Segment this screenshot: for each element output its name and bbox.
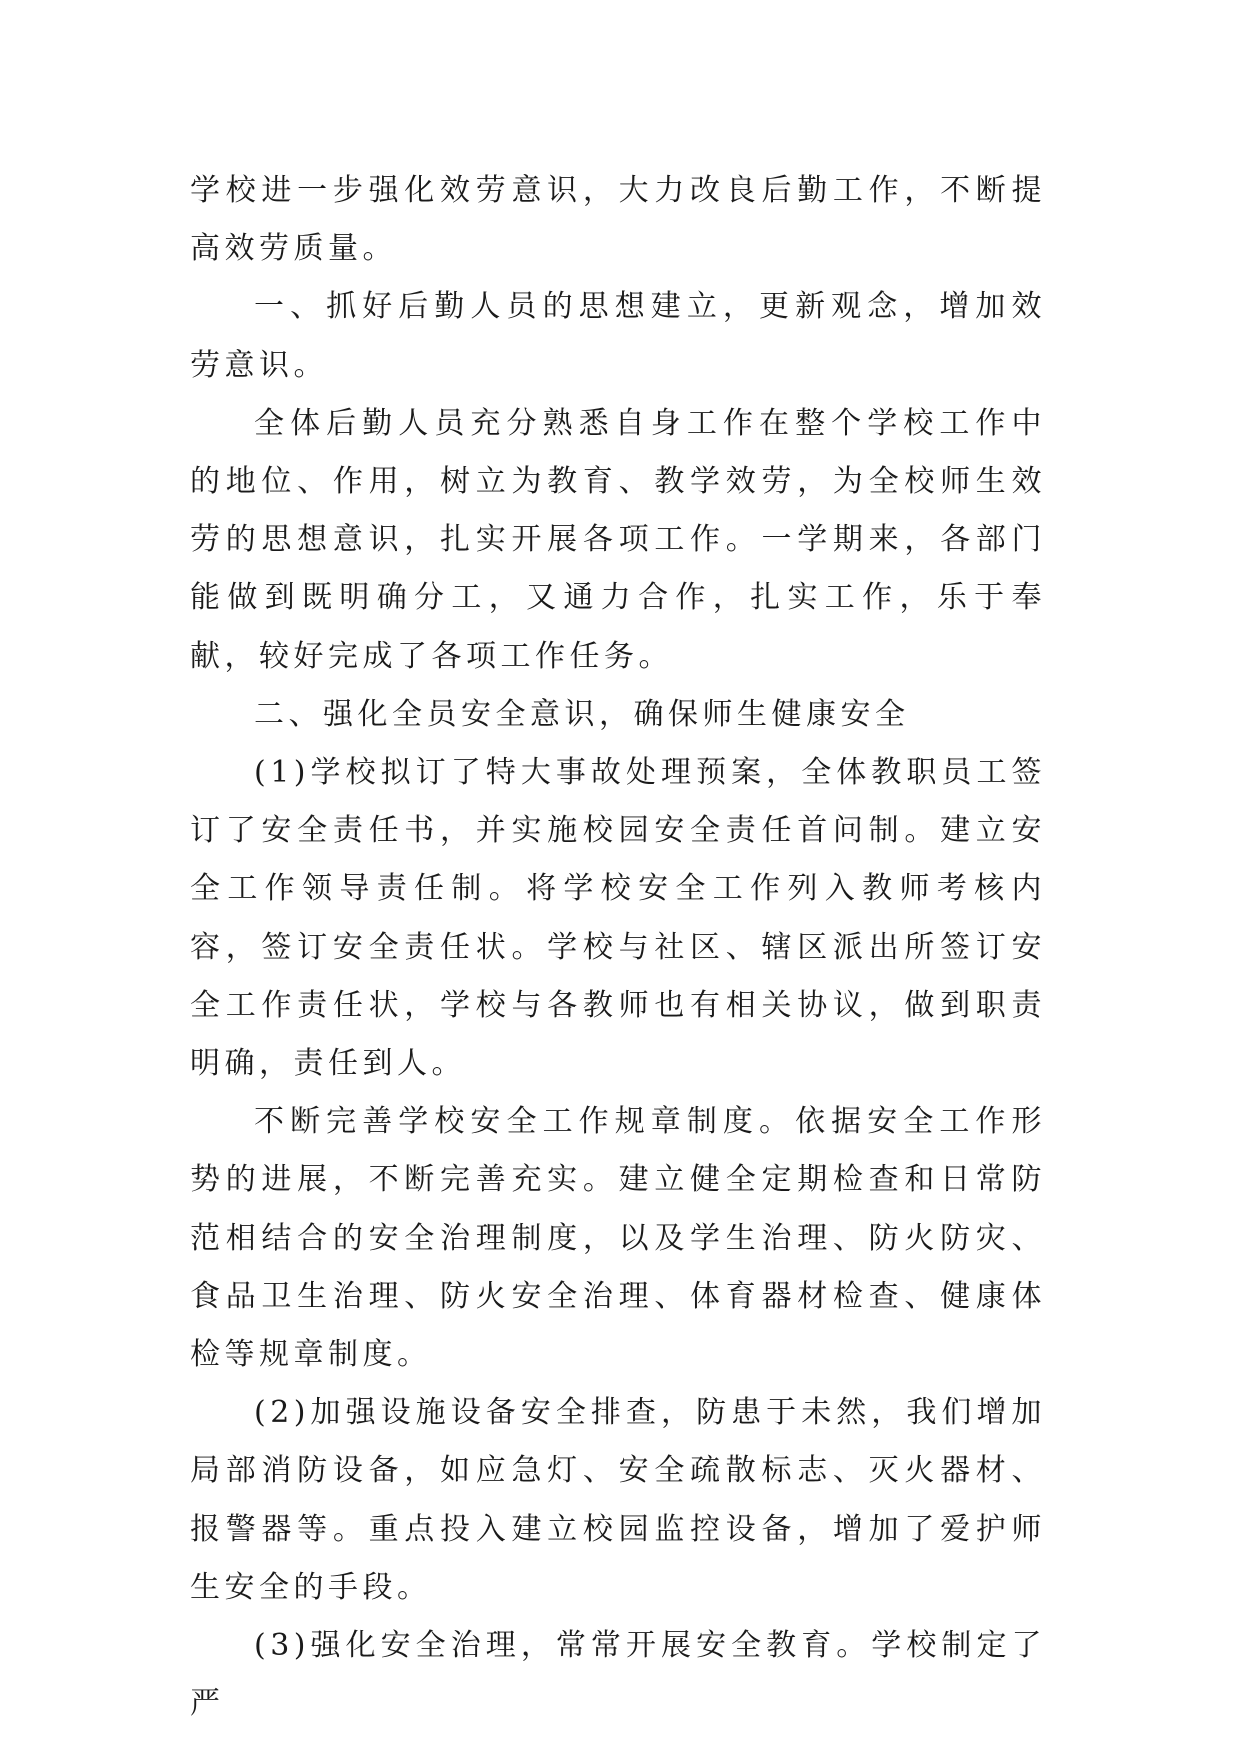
section-heading-2: 二、强化全员安全意识，确保师生健康安全 (254, 696, 910, 732)
section-heading-1: 一、抓好后勤人员的思想建立，更新观念，增加效劳意识。 (190, 289, 1046, 383)
paragraph-item-3: (3)强化安全治理，常常开展安全教育。学校制定了严 (190, 1628, 1046, 1722)
paragraph-intro: 学校进一步强化效劳意识，大力改良后勤工作，不断提高效劳质量。 (190, 173, 1046, 267)
document-body (190, 162, 1046, 1733)
paragraph-regulations: 不断完善学校安全工作规章制度。依据安全工作形势的进展，不断完善充实。建立健全定期检查和日常防范相结合的安全治理制度，以及学生治理、防火防灾、食品卫生治理、防火安全治理、体育器材检查、健康体检等规章制度。 (190, 1104, 1046, 1373)
paragraph-item-2: (2)加强设施设备安全排查，防患于未然，我们增加局部消防设备，如应急灯、安全疏散标志、灭火器材、报警器等。重点投入建立校园监控设备，增加了爱护师生安全的手段。 (190, 1395, 1046, 1605)
paragraph-item-1: (1)学校拟订了特大事故处理预案，全体教职员工签订了安全责任书，并实施校园安全责任首问制。建立安全工作领导责任制。将学校安全工作列入教师考核内容，签订安全责任状。学校与社区、辖区派出所签订安全工作责任状，学校与各教师也有相关协议，做到职责明确，责任到人。 (190, 755, 1046, 1082)
paragraph-section-1-body: 全体后勤人员充分熟悉自身工作在整个学校工作中的地位、作用，树立为教育、教学效劳，为全校师生效劳的思想意识，扎实开展各项工作。一学期来，各部门能做到既明确分工，又通力合作，扎实工作，乐于奉献，较好完成了各项工作任务。 (190, 405, 1046, 674)
